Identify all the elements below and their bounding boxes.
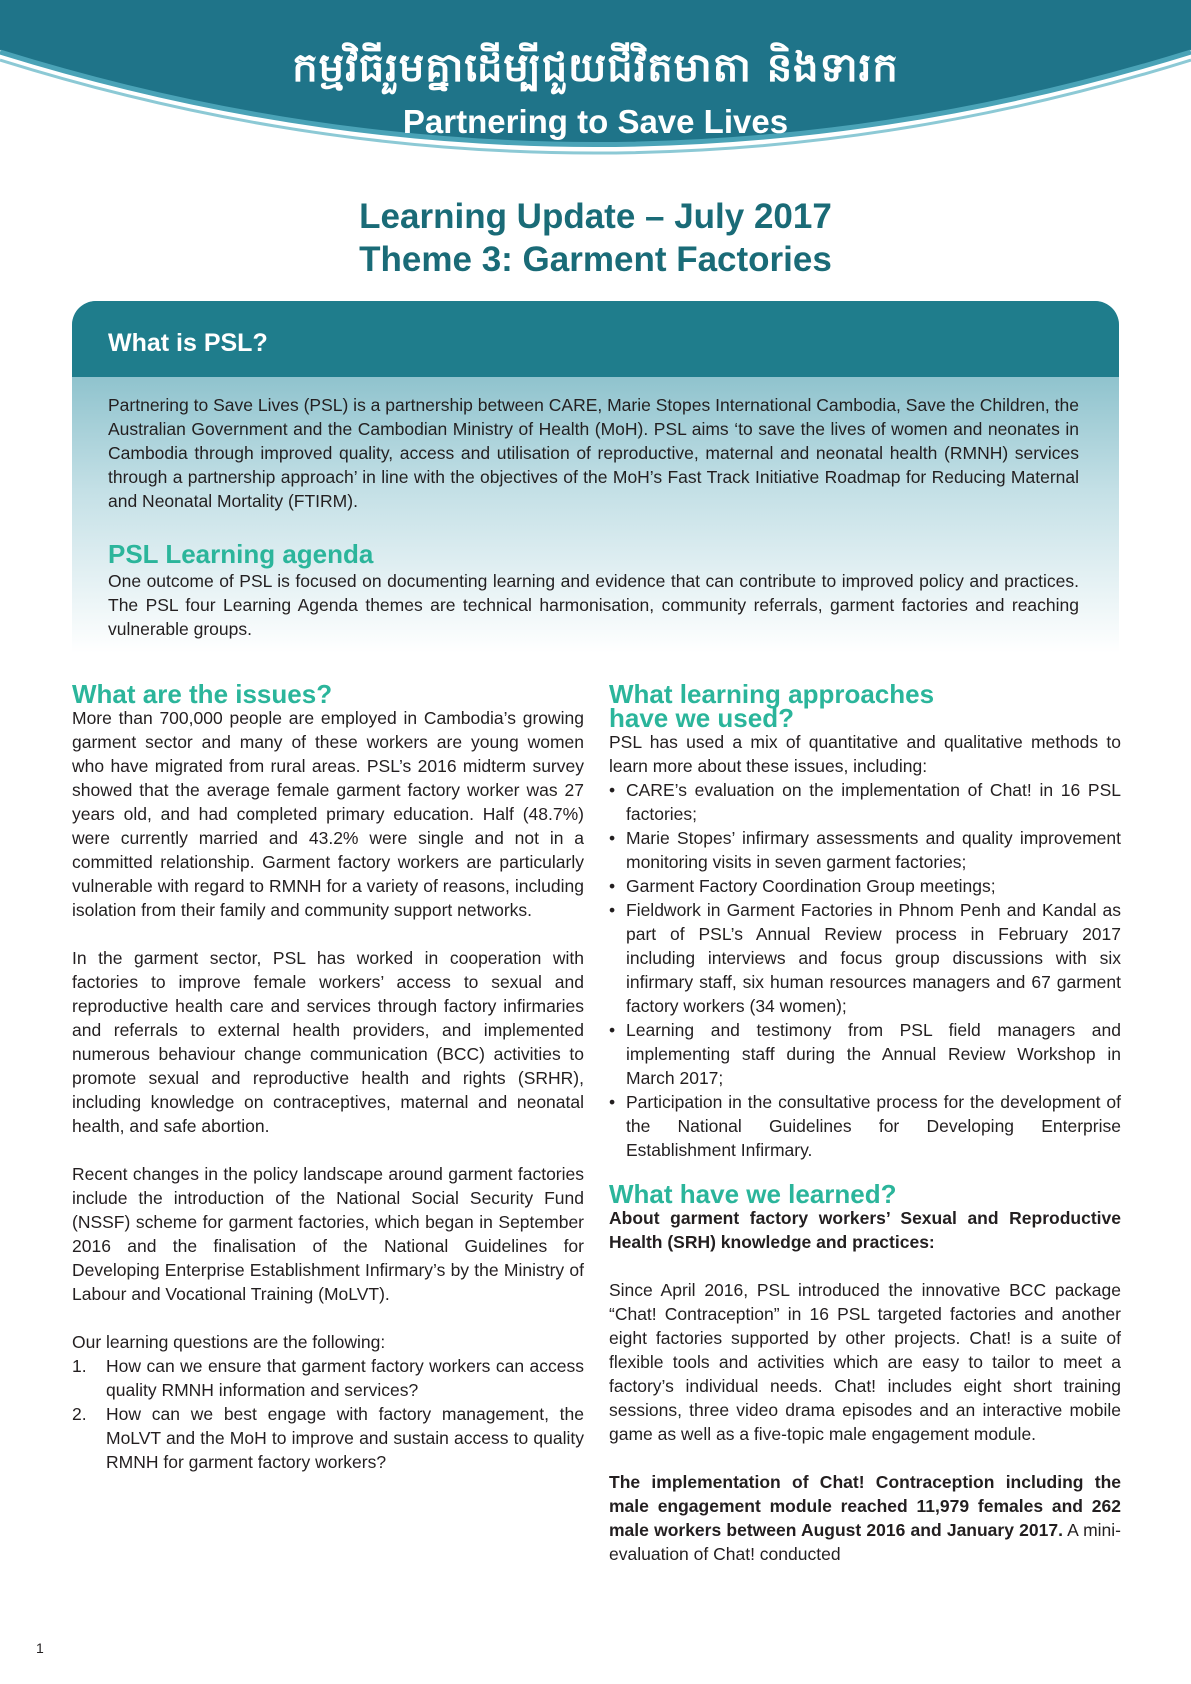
list-item: • Fieldwork in Garment Factories in Phnom Penh and Kandal as part of PSL’s Annual Review process in February 2017 including interviews and focus group discussions with six infirmary staff, six human resources managers and 67 garment factory workers (34 women); — [609, 898, 1121, 1018]
learned-highlight: The implementation of Chat! Contraception including the male engagement module reached 11,979 females and 262 male workers between August 2016 and January 2017. — [609, 1472, 1121, 1540]
page-number: 1 — [36, 1640, 44, 1656]
learned-paragraph-1: Since April 2016, PSL introduced the innovative BCC package “Chat! Contraception” in 16 PSL targeted factories and another eight factories supported by other projects. Chat! is a suite of flexible tools and activities which are easy to tailor to meet a factory’s individual needs. Chat! includes eight short training sessions, three video drama episodes and an interactive mobile game as well as a five-topic male engagement module. — [609, 1280, 1121, 1444]
list-item: 2. How can we best engage with factory management, the MoLVT and the MoH to improve and sustain access to quality RMNH for garment factory workers? — [72, 1404, 584, 1472]
approaches-list — [609, 778, 1121, 1162]
approaches-heading: What learning approaches have we used? — [609, 679, 935, 733]
learning-agenda-text: One outcome of PSL is focused on documenting learning and evidence that can contribute to improved policy and practices. The PSL four Learning Agenda themes are technical harmonisation, community referrals, garment factories and reaching vulnerable groups. — [108, 571, 1079, 639]
list-item: 1. How can we ensure that garment factory workers can access quality RMNH information and services? — [72, 1356, 584, 1400]
khmer-program-title: កម្មវិធីរួមគ្នាដើម្បីជួយជីវិតមាតា និងទារក — [292, 45, 899, 91]
issues-heading: What are the issues? — [72, 679, 333, 709]
document-title — [0, 195, 1191, 281]
learned-paragraph-2 — [609, 1470, 1121, 1566]
learning-questions-list — [72, 1354, 584, 1474]
list-item: • Marie Stopes’ infirmary assessments and quality improvement monitoring visits in seven garment factories; — [609, 826, 1121, 874]
list-item: • Learning and testimony from PSL field managers and implementing staff during the Annual Review Workshop in March 2017; — [609, 1018, 1121, 1090]
questions-intro: Our learning questions are the following: — [72, 1332, 386, 1352]
learned-heading: What have we learned? — [609, 1179, 897, 1209]
issues-paragraph-3: Recent changes in the policy landscape around garment factories include the introduction of the National Social Security Fund (NSSF) scheme for garment factories, which began in September 2016 and the finalisation of the National Guidelines for Developing Enterprise Establishment Infirmary’s by the Ministry of Labour and Vocational Training (MoLVT). — [72, 1164, 584, 1304]
issues-paragraph-1: More than 700,000 people are employed in Cambodia’s growing garment sector and many of these workers are young women who have migrated from rural areas. PSL’s 2016 midterm survey showed that the average female garment factory worker was 27 years old, and had completed primary education. Half (48.7%) were currently married and 43.2% were single and not in a committed relationship. Garment factory workers are particularly vulnerable with regard to RMNH for a variety of reasons, including isolation from their family and community support networks. — [72, 708, 584, 920]
list-item: • CARE’s evaluation on the implementation of Chat! in 16 PSL factories; — [609, 778, 1121, 826]
document-title-line2: Theme 3: Garment Factories — [359, 240, 832, 279]
list-item: • Garment Factory Coordination Group meetings; — [609, 874, 1121, 898]
approaches-intro: PSL has used a mix of quantitative and qualitative methods to learn more about these issues, including: — [609, 732, 1121, 776]
document-title-line1: Learning Update – July 2017 — [359, 197, 832, 236]
program-title: Partnering to Save Lives — [402, 103, 789, 140]
right-column — [609, 679, 1121, 1566]
psl-intro-text: Partnering to Save Lives (PSL) is a partnership between CARE, Marie Stopes International Cambodia, Save the Children, the Australian Government and the Cambodian Ministry of Health (MoH). PSL aims ‘to save the lives of women and neonates in Cambodia through improved quality, access and utilisation of reproductive, maternal and neonatal health (RMNH) services through a partnership approach’ in line with the objectives of the MoH’s Fast Track Initiative Roadmap for Reducing Maternal and Neonatal Mortality (FTIRM). — [108, 395, 1079, 511]
psl-box-title: What is PSL? — [108, 329, 268, 357]
learned-subheading: About garment factory workers’ Sexual and Reproductive Health (SRH) knowledge and practices: — [609, 1208, 1121, 1252]
what-is-psl-box — [72, 301, 1119, 653]
learning-agenda-heading: PSL Learning agenda — [108, 539, 374, 569]
left-column — [72, 679, 584, 1474]
learned-continuation: A mini-evaluation of Chat! conducted — [609, 1520, 1121, 1564]
issues-paragraph-2: In the garment sector, PSL has worked in cooperation with factories to improve female workers’ access to sexual and reproductive health care and services through factory infirmaries and referrals to external health providers, and implemented numerous behaviour change communication (BCC) activities to promote sexual and reproductive health and rights (SRHR), including knowledge on contraceptives, maternal and neonatal health, and safe abortion. — [72, 948, 584, 1136]
list-item: • Participation in the consultative process for the development of the National Guidelines for Developing Enterprise Establishment Infirmary. — [609, 1090, 1121, 1162]
